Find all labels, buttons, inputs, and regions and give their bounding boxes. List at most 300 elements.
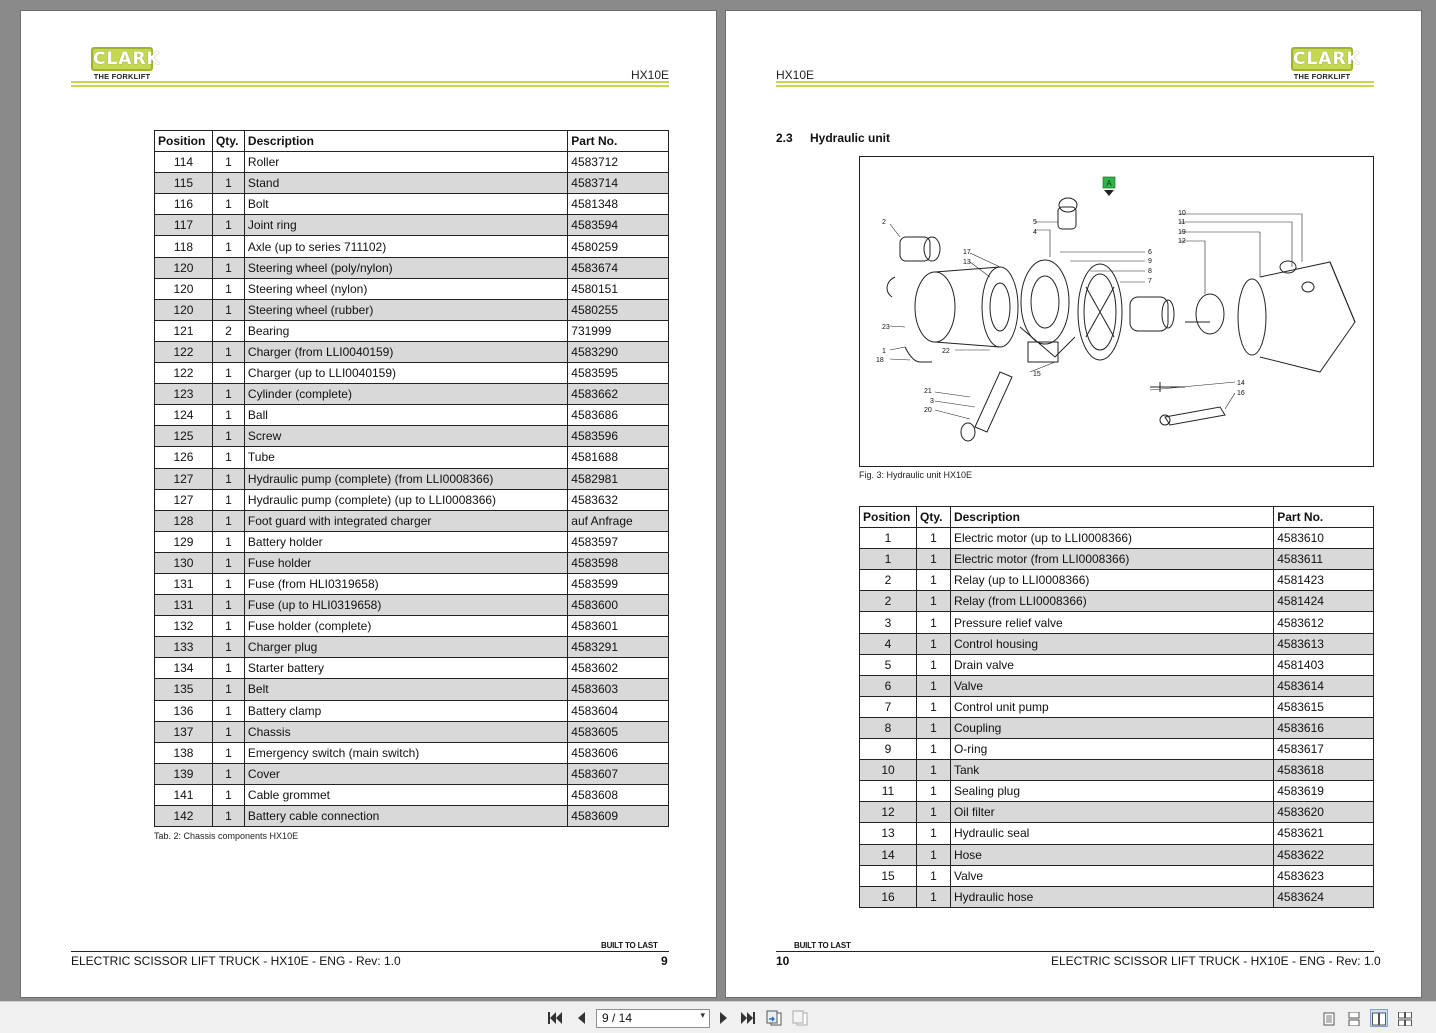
part-no-cell: 4583601 (568, 616, 669, 637)
qty-cell: 1 (212, 763, 244, 784)
position-cell: 1 (860, 528, 917, 549)
part-no-cell: 4580255 (568, 299, 669, 320)
model-label: HX10E (631, 68, 670, 82)
clark-logo-mark: CLARK (93, 49, 161, 69)
table-row (155, 489, 669, 510)
qty-cell: 1 (916, 675, 950, 696)
callout-3: 3 (930, 398, 934, 405)
facing-pages-view-icon[interactable] (1370, 1009, 1388, 1027)
position-cell: 1 (860, 549, 917, 570)
position-cell: 130 (155, 552, 213, 573)
part-no-cell: 4583606 (568, 742, 669, 763)
continuous-facing-view-icon[interactable] (1396, 1009, 1414, 1027)
table-row (155, 405, 669, 426)
position-cell: 122 (155, 341, 213, 362)
part-no-cell: 4583607 (568, 763, 669, 784)
page-number: 10 (776, 954, 790, 968)
description-cell: Steering wheel (poly/nylon) (244, 257, 567, 278)
footer-rule (71, 951, 669, 952)
description-cell: Hydraulic seal (950, 823, 1273, 844)
part-no-cell: 4583712 (568, 152, 669, 173)
callout-19: 19 (1178, 229, 1186, 236)
qty-cell: 1 (916, 633, 950, 654)
qty-cell: 1 (212, 658, 244, 679)
position-cell: 120 (155, 257, 213, 278)
hydraulic-unit-figure (859, 156, 1374, 467)
description-cell: Ball (244, 405, 567, 426)
position-cell: 118 (155, 236, 213, 257)
part-no-cell: 4583624 (1274, 886, 1374, 907)
position-cell: 120 (155, 278, 213, 299)
table-row (860, 654, 1374, 675)
part-no-cell: 4580259 (568, 236, 669, 257)
position-cell: 131 (155, 595, 213, 616)
part-no-cell: 4583600 (568, 595, 669, 616)
qty-cell: 1 (916, 844, 950, 865)
description-cell: Steering wheel (nylon) (244, 278, 567, 299)
position-cell: 11 (860, 781, 917, 802)
table-row (155, 257, 669, 278)
qty-cell: 1 (916, 612, 950, 633)
description-cell: Tube (244, 447, 567, 468)
qty-cell: 1 (212, 552, 244, 573)
position-cell: 15 (860, 865, 917, 886)
position-cell: 10 (860, 760, 917, 781)
description-cell: Battery clamp (244, 700, 567, 721)
description-cell: Steering wheel (rubber) (244, 299, 567, 320)
built-to-last-mark: BUILT TO LAST (601, 941, 658, 950)
last-page-icon[interactable] (739, 1009, 757, 1027)
part-no-cell: 4583595 (568, 363, 669, 384)
qty-cell: 1 (916, 781, 950, 802)
clark-logo-tagline: THE FORKLIFT (93, 72, 151, 81)
table-row (860, 570, 1374, 591)
part-no-cell: 4580151 (568, 278, 669, 299)
table-row (155, 531, 669, 552)
table-row (155, 806, 669, 827)
column-header-description: Description (244, 131, 567, 152)
qty-cell: 1 (212, 784, 244, 805)
table-row (155, 742, 669, 763)
part-no-cell: 4583623 (1274, 865, 1374, 886)
qty-cell: 1 (212, 173, 244, 194)
description-cell: Hydraulic pump (complete) (up to LLI0008366) (244, 489, 567, 510)
part-no-cell: 4583632 (568, 489, 669, 510)
position-cell: 132 (155, 616, 213, 637)
qty-cell: 1 (916, 696, 950, 717)
chevron-down-icon[interactable]: ▾ (700, 1010, 705, 1020)
part-no-cell: auf Anfrage (568, 510, 669, 531)
table-row (860, 802, 1374, 823)
description-cell: Foot guard with integrated charger (244, 510, 567, 531)
qty-cell: 1 (916, 865, 950, 886)
position-cell: 4 (860, 633, 917, 654)
position-cell: 134 (155, 658, 213, 679)
part-no-cell: 4583619 (1274, 781, 1374, 802)
part-no-cell: 4583604 (568, 700, 669, 721)
column-header-description: Description (950, 507, 1273, 528)
position-cell: 3 (860, 612, 917, 633)
qty-cell: 1 (212, 299, 244, 320)
part-no-cell: 4583616 (1274, 717, 1374, 738)
position-cell: 116 (155, 194, 213, 215)
table-row (860, 633, 1374, 654)
description-cell: Electric motor (from LLI0008366) (950, 549, 1273, 570)
description-cell: Relay (from LLI0008366) (950, 591, 1273, 612)
qty-cell: 1 (212, 426, 244, 447)
part-no-cell: 4581403 (1274, 654, 1374, 675)
hydraulic-unit-parts-table (859, 506, 1374, 908)
position-cell: 2 (860, 570, 917, 591)
qty-cell: 1 (212, 257, 244, 278)
go-back-view-icon[interactable] (765, 1009, 783, 1027)
table-row (155, 784, 669, 805)
position-cell: 126 (155, 447, 213, 468)
qty-cell: 1 (212, 806, 244, 827)
table-header-row (155, 131, 669, 152)
table-row (155, 173, 669, 194)
callout-16: 16 (1237, 390, 1245, 397)
description-cell: Joint ring (244, 215, 567, 236)
part-no-cell: 4583662 (568, 384, 669, 405)
part-no-cell: 4583594 (568, 215, 669, 236)
part-no-cell: 4583608 (568, 784, 669, 805)
part-no-cell: 731999 (568, 320, 669, 341)
table-row (860, 844, 1374, 865)
callout-8: 8 (1148, 268, 1152, 275)
callout-11: 11 (1178, 219, 1186, 226)
qty-cell: 1 (916, 823, 950, 844)
description-cell: Battery holder (244, 531, 567, 552)
position-cell: 124 (155, 405, 213, 426)
clark-logo-mark: CLARK (1293, 49, 1361, 69)
callout-10: 10 (1178, 210, 1186, 217)
table-row (155, 320, 669, 341)
position-cell: 137 (155, 721, 213, 742)
position-cell: 13 (860, 823, 917, 844)
description-cell: Fuse holder (244, 552, 567, 573)
table-row (860, 528, 1374, 549)
part-no-cell: 4583291 (568, 637, 669, 658)
description-cell: Control housing (950, 633, 1273, 654)
hydraulic-unit-exploded-diagram (860, 157, 1373, 466)
part-no-cell: 4583598 (568, 552, 669, 573)
description-cell: Roller (244, 152, 567, 173)
clark-logo (91, 47, 161, 81)
viewer-toolbar (0, 1001, 1436, 1033)
description-cell: Axle (up to series 711102) (244, 236, 567, 257)
callout-18: 18 (876, 357, 884, 364)
page-number-field[interactable] (596, 1009, 710, 1028)
part-no-cell: 4583603 (568, 679, 669, 700)
table-row (155, 616, 669, 637)
qty-cell: 1 (916, 717, 950, 738)
table-row (155, 552, 669, 573)
table-row (860, 696, 1374, 717)
description-cell: Drain valve (950, 654, 1273, 675)
position-cell: 14 (860, 844, 917, 865)
header-rule (776, 81, 1374, 87)
qty-cell: 1 (212, 531, 244, 552)
part-no-cell: 4583599 (568, 573, 669, 594)
callout-7: 7 (1148, 278, 1152, 285)
description-cell: O-ring (950, 739, 1273, 760)
qty-cell: 1 (212, 384, 244, 405)
qty-cell: 1 (212, 341, 244, 362)
description-cell: Emergency switch (main switch) (244, 742, 567, 763)
figure-marker-a-label: A (1106, 179, 1112, 188)
table-row (155, 763, 669, 784)
clark-logo-tagline: THE FORKLIFT (1293, 72, 1351, 81)
continuous-view-icon[interactable] (1345, 1009, 1363, 1027)
part-no-cell: 4583622 (1274, 844, 1374, 865)
callout-5: 5 (1033, 219, 1037, 226)
description-cell: Cover (244, 763, 567, 784)
qty-cell: 1 (212, 489, 244, 510)
table-row (155, 194, 669, 215)
qty-cell: 1 (212, 405, 244, 426)
column-header-position: Position (860, 507, 917, 528)
figure-caption: Fig. 3: Hydraulic unit HX10E (859, 470, 973, 480)
description-cell: Belt (244, 679, 567, 700)
part-no-cell: 4583674 (568, 257, 669, 278)
position-cell: 135 (155, 679, 213, 700)
next-page-icon[interactable] (715, 1009, 733, 1027)
position-cell: 127 (155, 489, 213, 510)
table-row (155, 721, 669, 742)
description-cell: Valve (950, 865, 1273, 886)
callout-6: 6 (1148, 249, 1152, 256)
position-cell: 123 (155, 384, 213, 405)
pdf-page-9 (20, 10, 717, 998)
description-cell: Hydraulic pump (complete) (from LLI0008366) (244, 468, 567, 489)
footer-title: ELECTRIC SCISSOR LIFT TRUCK - HX10E - ENG - Rev: 1.0 (71, 954, 401, 968)
qty-cell: 1 (916, 528, 950, 549)
callout-15: 15 (1033, 371, 1041, 378)
table-caption: Tab. 2: Chassis components HX10E (154, 831, 299, 841)
description-cell: Hose (950, 844, 1273, 865)
page-indicator-text: 9 / 14 (602, 1011, 633, 1025)
qty-cell: 1 (212, 510, 244, 531)
description-cell: Cylinder (complete) (244, 384, 567, 405)
table-row (155, 341, 669, 362)
first-page-icon[interactable] (546, 1009, 564, 1027)
part-no-cell: 4583714 (568, 173, 669, 194)
qty-cell: 1 (212, 194, 244, 215)
part-no-cell: 4583621 (1274, 823, 1374, 844)
description-cell: Cable grommet (244, 784, 567, 805)
qty-cell: 1 (212, 616, 244, 637)
pdf-page-10 (725, 10, 1422, 998)
position-cell: 138 (155, 742, 213, 763)
table-row (860, 781, 1374, 802)
position-cell: 115 (155, 173, 213, 194)
table-row (155, 468, 669, 489)
column-header-qty: Qty. (916, 507, 950, 528)
callout-21: 21 (924, 388, 932, 395)
description-cell: Charger (up to LLI0040159) (244, 363, 567, 384)
part-no-cell: 4583290 (568, 341, 669, 362)
description-cell: Charger (from LLI0040159) (244, 341, 567, 362)
part-no-cell: 4583686 (568, 405, 669, 426)
qty-cell: 1 (212, 595, 244, 616)
callout-2: 2 (882, 219, 886, 226)
built-to-last-mark: BUILT TO LAST (794, 941, 851, 950)
qty-cell: 1 (212, 152, 244, 173)
qty-cell: 1 (916, 549, 950, 570)
position-cell: 5 (860, 654, 917, 675)
table-row (155, 595, 669, 616)
table-row (155, 299, 669, 320)
part-no-cell: 4581423 (1274, 570, 1374, 591)
single-page-view-icon[interactable] (1320, 1009, 1338, 1027)
table-row (860, 739, 1374, 760)
position-cell: 114 (155, 152, 213, 173)
table-row (860, 865, 1374, 886)
table-row (155, 236, 669, 257)
part-no-cell: 4583605 (568, 721, 669, 742)
qty-cell: 1 (916, 760, 950, 781)
table-row (860, 886, 1374, 907)
position-cell: 139 (155, 763, 213, 784)
part-no-cell: 4583620 (1274, 802, 1374, 823)
qty-cell: 1 (916, 591, 950, 612)
page-number: 9 (661, 954, 668, 968)
part-no-cell: 4583613 (1274, 633, 1374, 654)
qty-cell: 2 (212, 320, 244, 341)
table-row (860, 549, 1374, 570)
footer-title: ELECTRIC SCISSOR LIFT TRUCK - HX10E - ENG - Rev: 1.0 (1051, 954, 1381, 968)
clark-logo (1291, 47, 1361, 81)
table-row (155, 278, 669, 299)
qty-cell: 1 (212, 278, 244, 299)
part-no-cell: 4583596 (568, 426, 669, 447)
column-header-qty: Qty. (212, 131, 244, 152)
part-no-cell: 4581348 (568, 194, 669, 215)
chassis-components-table (154, 130, 669, 827)
description-cell: Chassis (244, 721, 567, 742)
description-cell: Charger plug (244, 637, 567, 658)
column-header-part-no: Part No. (1274, 507, 1374, 528)
description-cell: Fuse (from HLI0319658) (244, 573, 567, 594)
table-row (155, 573, 669, 594)
part-no-cell: 4583610 (1274, 528, 1374, 549)
description-cell: Hydraulic hose (950, 886, 1273, 907)
callout-14: 14 (1237, 380, 1245, 387)
part-no-cell: 4583602 (568, 658, 669, 679)
description-cell: Fuse holder (complete) (244, 616, 567, 637)
table-row (860, 675, 1374, 696)
go-forward-view-icon[interactable] (791, 1009, 809, 1027)
callout-23: 23 (882, 324, 890, 331)
description-cell: Pressure relief valve (950, 612, 1273, 633)
qty-cell: 1 (212, 215, 244, 236)
part-no-cell: 4583618 (1274, 760, 1374, 781)
callout-1: 1 (882, 348, 886, 355)
qty-cell: 1 (916, 802, 950, 823)
table-header-row (860, 507, 1374, 528)
description-cell: Relay (up to LLI0008366) (950, 570, 1273, 591)
description-cell: Bearing (244, 320, 567, 341)
position-cell: 121 (155, 320, 213, 341)
table-row (155, 679, 669, 700)
position-cell: 2 (860, 591, 917, 612)
table-row (860, 823, 1374, 844)
description-cell: Valve (950, 675, 1273, 696)
part-no-cell: 4583617 (1274, 739, 1374, 760)
footer-rule (776, 951, 1374, 952)
description-cell: Starter battery (244, 658, 567, 679)
table-row (155, 637, 669, 658)
description-cell: Screw (244, 426, 567, 447)
part-no-cell: 4583614 (1274, 675, 1374, 696)
table-row (155, 152, 669, 173)
part-no-cell: 4583609 (568, 806, 669, 827)
callout-13: 13 (963, 259, 971, 266)
figure-marker-arrow (1104, 190, 1114, 196)
description-cell: Sealing plug (950, 781, 1273, 802)
part-no-cell: 4581688 (568, 447, 669, 468)
description-cell: Tank (950, 760, 1273, 781)
table-row (155, 215, 669, 236)
callout-17: 17 (963, 249, 971, 256)
column-header-position: Position (155, 131, 213, 152)
header-rule (71, 81, 669, 87)
table-row (155, 447, 669, 468)
description-cell: Bolt (244, 194, 567, 215)
position-cell: 12 (860, 802, 917, 823)
callout-20: 20 (924, 407, 932, 414)
position-cell: 131 (155, 573, 213, 594)
position-cell: 122 (155, 363, 213, 384)
description-cell: Stand (244, 173, 567, 194)
table-row (155, 384, 669, 405)
column-header-part-no: Part No. (568, 131, 669, 152)
qty-cell: 1 (212, 679, 244, 700)
previous-page-icon[interactable] (572, 1009, 590, 1027)
position-cell: 117 (155, 215, 213, 236)
part-no-cell: 4583597 (568, 531, 669, 552)
part-no-cell: 4581424 (1274, 591, 1374, 612)
description-cell: Coupling (950, 717, 1273, 738)
position-cell: 129 (155, 531, 213, 552)
position-cell: 127 (155, 468, 213, 489)
position-cell: 7 (860, 696, 917, 717)
table-row (155, 426, 669, 447)
position-cell: 141 (155, 784, 213, 805)
callout-22: 22 (942, 348, 950, 355)
qty-cell: 1 (212, 468, 244, 489)
section-title: Hydraulic unit (810, 131, 891, 145)
position-cell: 120 (155, 299, 213, 320)
part-no-cell: 4583611 (1274, 549, 1374, 570)
description-cell: Battery cable connection (244, 806, 567, 827)
description-cell: Electric motor (up to LLI0008366) (950, 528, 1273, 549)
table-row (860, 760, 1374, 781)
qty-cell: 1 (916, 739, 950, 760)
callout-4: 4 (1033, 229, 1037, 236)
qty-cell: 1 (212, 721, 244, 742)
description-cell: Fuse (up to HLI0319658) (244, 595, 567, 616)
qty-cell: 1 (212, 236, 244, 257)
position-cell: 125 (155, 426, 213, 447)
table-row (860, 717, 1374, 738)
qty-cell: 1 (212, 637, 244, 658)
position-cell: 128 (155, 510, 213, 531)
table-row (860, 612, 1374, 633)
qty-cell: 1 (916, 654, 950, 675)
section-number: 2.3 (776, 131, 793, 145)
